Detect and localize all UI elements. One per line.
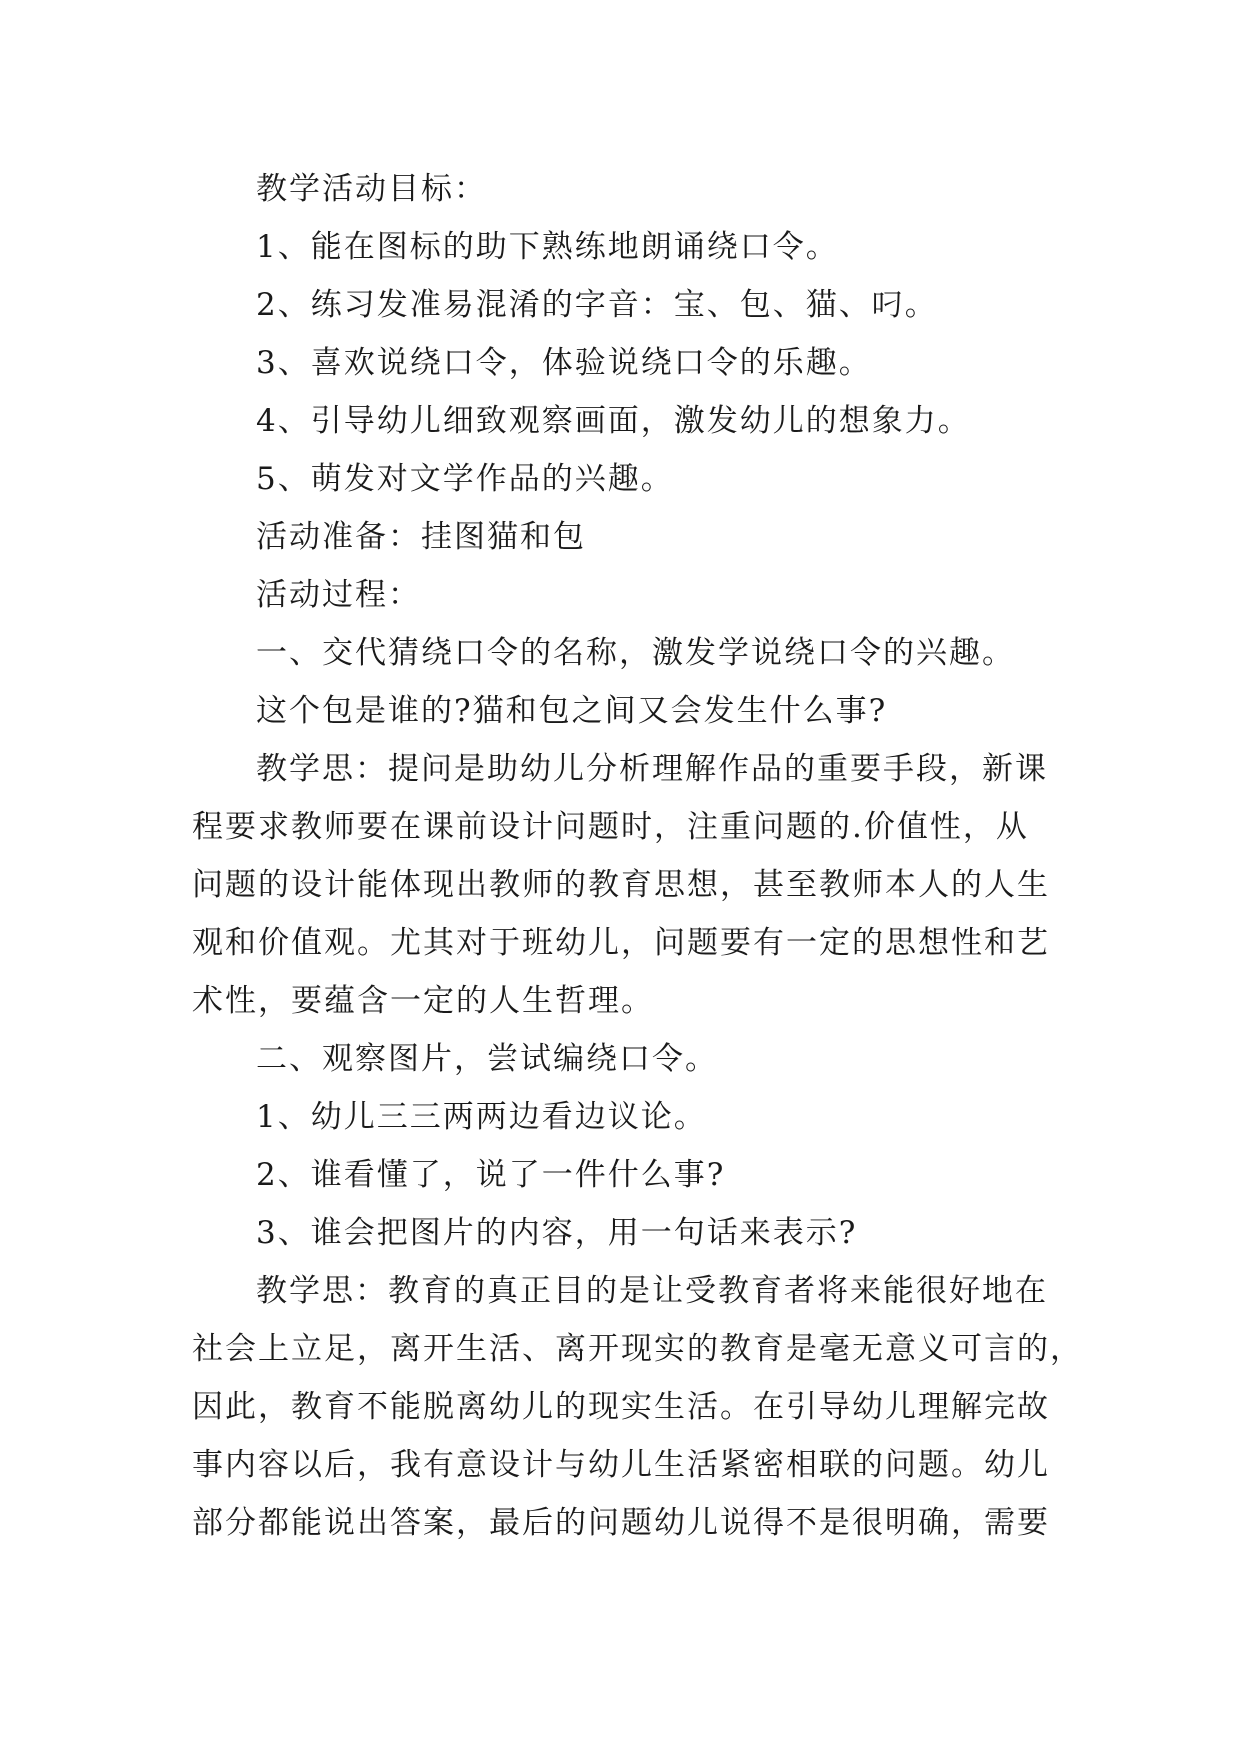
objective-item-3: 3、喜欢说绕口令，体验说绕口令的乐趣。	[256, 345, 872, 381]
reflection-paragraph-1	[192, 740, 1048, 1030]
objective-item-4: 4、引导幼儿细致观察画面，激发幼儿的想象力。	[256, 403, 971, 439]
step-2-item-1: 1、幼儿三三两两边看边议论。	[256, 1099, 707, 1135]
document-body	[192, 160, 1083, 1552]
heading-preparation: 活动准备：挂图猫和包	[256, 519, 586, 555]
step-2-item-3: 3、谁会把图片的内容，用一句话来表示?	[256, 1215, 858, 1251]
process-step-2: 二、观察图片，尝试编绕口令。	[256, 1041, 718, 1077]
paragraph-line: 社会上立足，离开生活、离开现实的教育是毫无意义可言的，	[192, 1331, 1083, 1367]
heading-objectives: 教学活动目标：	[256, 171, 487, 207]
process-question: 这个包是谁的?猫和包之间又会发生什么事?	[256, 693, 888, 729]
paragraph-line: 术性，要蕴含一定的人生哲理。	[192, 983, 654, 1019]
paragraph-line: 教学思：教育的真正目的是让受教育者将来能很好地在	[256, 1273, 1048, 1309]
objective-item-1: 1、能在图标的助下熟练地朗诵绕口令。	[256, 229, 839, 265]
reflection-paragraph-2	[192, 1262, 1083, 1552]
paragraph-line: 事内容以后，我有意设计与幼儿生活紧密相联的问题。幼儿	[192, 1447, 1050, 1483]
objective-item-2: 2、练习发准易混淆的字音：宝、包、猫、叼。	[256, 287, 938, 323]
heading-process: 活动过程：	[256, 577, 421, 613]
paragraph-line: 因此，教育不能脱离幼儿的现实生活。在引导幼儿理解完故	[192, 1389, 1050, 1425]
step-2-item-2: 2、谁看懂了，说了一件什么事?	[256, 1157, 726, 1193]
paragraph-line: 程要求教师要在课前设计问题时，注重问题的.价值性，从	[192, 809, 1029, 845]
process-step-1: 一、交代猜绕口令的名称，激发学说绕口令的兴趣。	[256, 635, 1015, 671]
paragraph-line: 观和价值观。尤其对于班幼儿，问题要有一定的思想性和艺	[192, 925, 1050, 961]
paragraph-line: 部分都能说出答案，最后的问题幼儿说得不是很明确，需要	[192, 1505, 1050, 1541]
objective-item-5: 5、萌发对文学作品的兴趣。	[256, 461, 674, 497]
paragraph-line: 问题的设计能体现出教师的教育思想，甚至教师本人的人生	[192, 867, 1050, 903]
paragraph-line: 教学思：提问是助幼儿分析理解作品的重要手段，新课	[256, 751, 1048, 787]
